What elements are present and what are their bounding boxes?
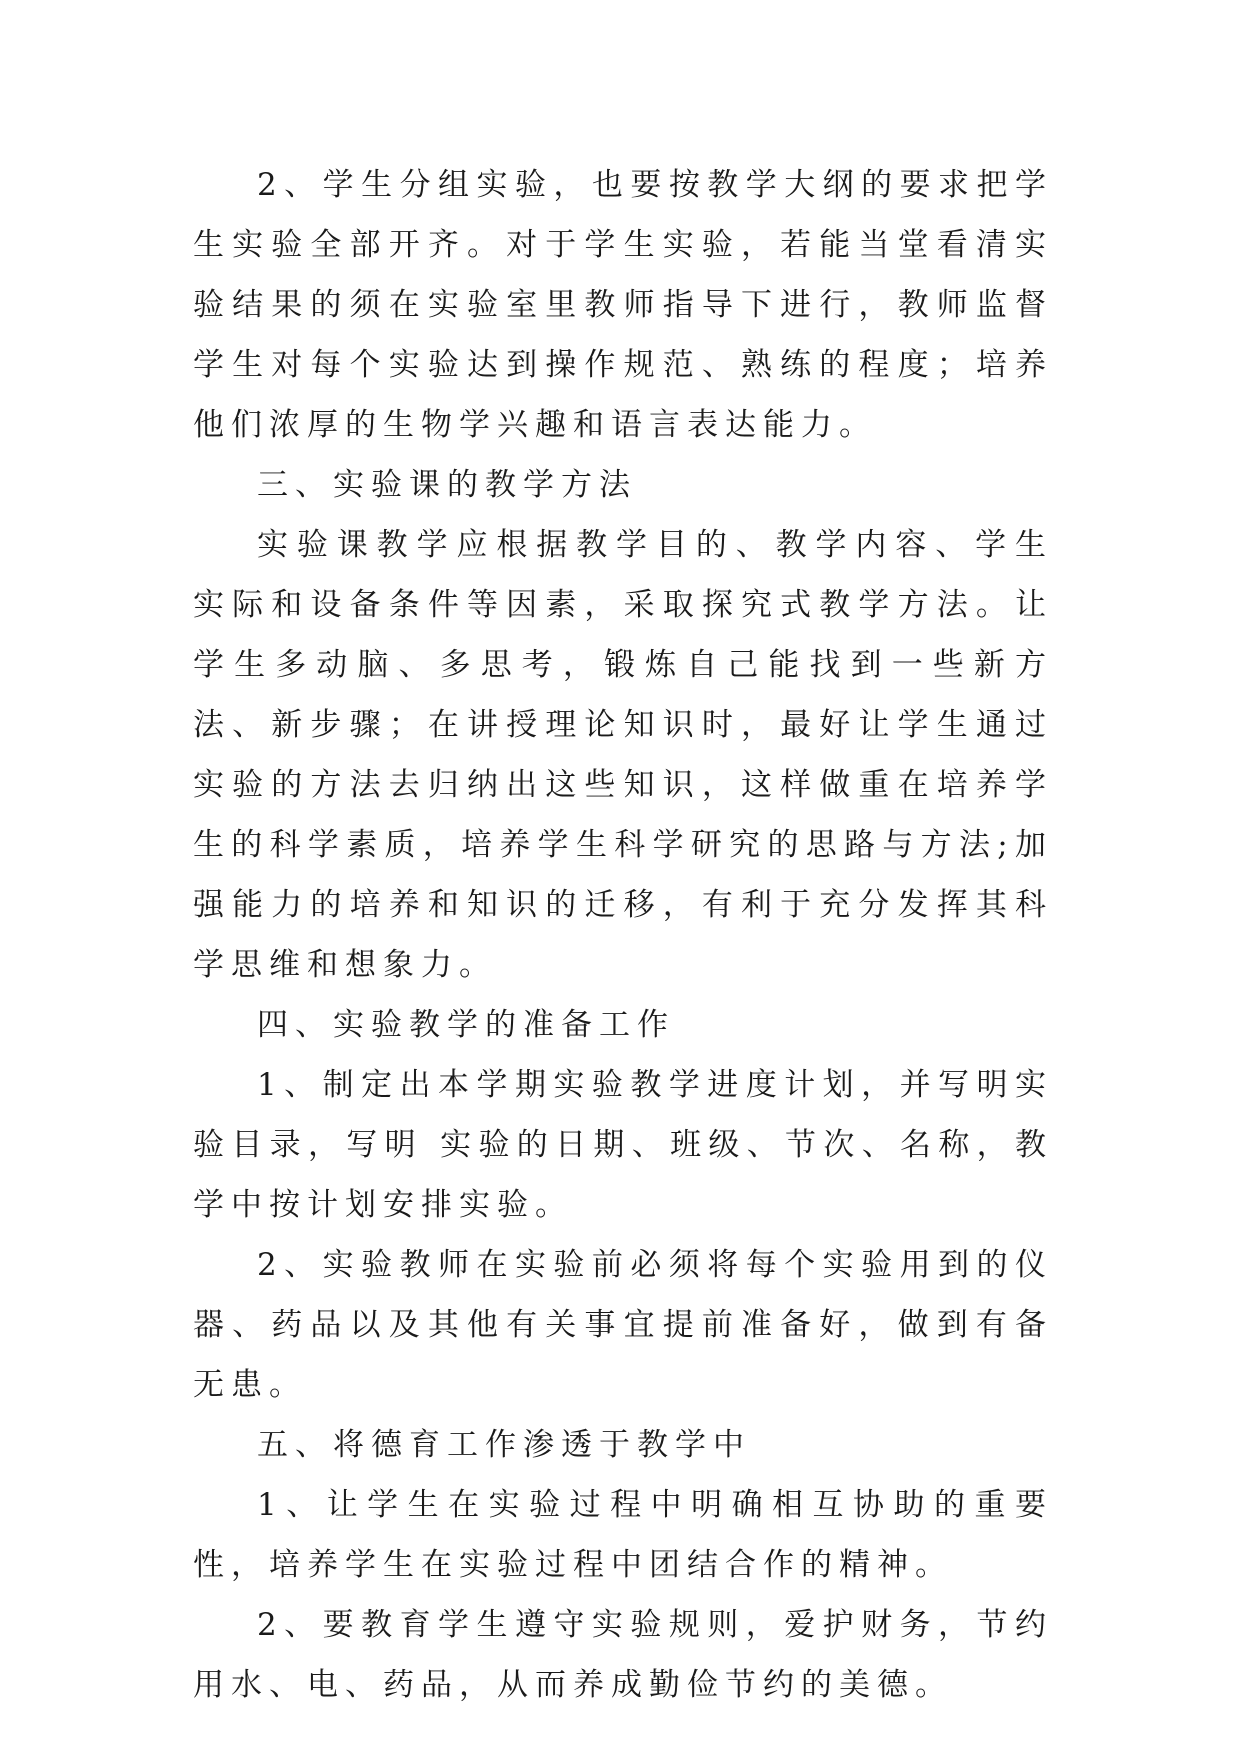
paragraph-teaching-methods: 实验课教学应根据教学目的、教学内容、学生实际和设备条件等因素，采取探究式教学方法。让学生多动脑、多思考，锻炼自己能找到一些新方法、新步骤；在讲授理论知识时，最好让学生通过实验的方法去归纳出这些知识，这样做重在培养学生的科学素质，培养学生科学研究的思路与方法;加强能力的培养和知识的迁移，有利于充分发挥其科学思维和想象力。	[193, 527, 1053, 983]
section-heading-teaching-methods: 三、实验课的教学方法	[257, 467, 637, 503]
paragraph-frugality: 2、要教育学生遵守实验规则，爱护财务，节约用水、电、药品，从而养成勤俭节约的美德。	[193, 1607, 1053, 1703]
document-body	[193, 155, 1053, 1715]
paragraph-student-group-experiments: 2、学生分组实验，也要按教学大纲的要求把学生实验全部开齐。对于学生实验，若能当堂看清实验结果的须在实验室里教师指导下进行，教师监督学生对每个实验达到操作规范、熟练的程度；培养他们浓厚的生物学兴趣和语言表达能力。	[193, 167, 1053, 443]
paragraph-cooperation: 1、让学生在实验过程中明确相互协助的重要性，培养学生在实验过程中团结合作的精神。	[193, 1487, 1053, 1583]
paragraph-preparation-plan: 1、制定出本学期实验教学进度计划，并写明实验目录，写明 实验的日期、班级、节次、名称，教学中按计划安排实验。	[193, 1067, 1053, 1223]
section-heading-preparation: 四、实验教学的准备工作	[257, 1007, 675, 1043]
section-heading-moral-education: 五、将德育工作渗透于教学中	[257, 1427, 751, 1463]
paragraph-preparation-materials: 2、实验教师在实验前必须将每个实验用到的仪器、药品以及其他有关事宜提前准备好，做到有备无患。	[193, 1247, 1053, 1403]
